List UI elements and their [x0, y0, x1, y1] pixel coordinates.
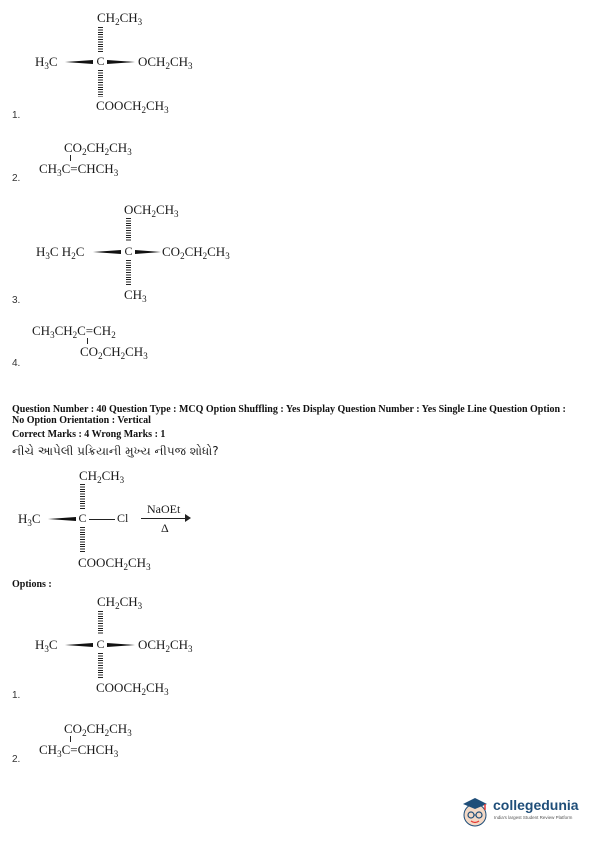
- substituent-right: $OCH_2CH_3$: [138, 637, 193, 654]
- condition-label: Δ: [161, 521, 169, 535]
- hashed-bond-up: [80, 484, 85, 509]
- student-mascot-icon: [460, 795, 490, 829]
- substituent-bottom: $COOCH_2CH_3$: [96, 98, 169, 115]
- option-number: 2.: [12, 754, 21, 765]
- substituent-left: $H_3C$: [35, 54, 58, 71]
- hashed-bond-up: [126, 218, 131, 242]
- substituent-left: $H_3C$ $H_2C$: [36, 244, 85, 261]
- question-text: નીચે આપેલી પ્રક્રિયાની મુખ્ય નીપજ શોધો?: [12, 444, 219, 458]
- substituent-bottom: $COOCH_2CH_3$: [78, 555, 151, 572]
- options-label: Options :: [12, 579, 52, 590]
- single-bond-right: [89, 519, 115, 520]
- option-number: 1.: [12, 690, 21, 701]
- brand-tagline: India's largest Student Review Platform: [494, 815, 573, 820]
- hashed-bond-up: [98, 611, 103, 635]
- formula-line-2: $CH_3C=CHCH_3$: [39, 742, 119, 759]
- wedge-bond-left: [65, 643, 93, 647]
- brand-name: collegedunia: [493, 797, 579, 813]
- arrow-head: [185, 514, 191, 522]
- hashed-bond-down: [98, 70, 103, 97]
- substituent-right: $OCH_2CH_3$: [138, 54, 193, 71]
- brand-logo[interactable]: [460, 793, 590, 833]
- formula-line-1: $CO_2CH_2CH_3$: [64, 140, 132, 157]
- wedge-bond-left: [65, 60, 93, 64]
- substituent-top: $CH_2CH_3$: [79, 468, 125, 485]
- central-carbon: C: [78, 511, 87, 525]
- hashed-bond-up: [98, 27, 103, 52]
- substituent-top: $OCH_2CH_3$: [124, 202, 179, 219]
- wedge-bond-left: [48, 517, 76, 521]
- substituent-bottom: $COOCH_2CH_3$: [96, 680, 169, 697]
- hashed-bond-down: [80, 527, 85, 553]
- hashed-bond-down: [126, 260, 131, 286]
- formula-line-2: $CH_3C=CHCH_3$: [39, 161, 119, 178]
- formula-line-1: $CO_2CH_2CH_3$: [64, 721, 132, 738]
- reaction-arrow: [141, 518, 189, 519]
- formula-line-1: $CH_3CH_2C=CH_2$: [32, 323, 116, 340]
- question-meta-line-1: Question Number : 40 Question Type : MCQ Option Shuffling : Yes Display Question Number : Yes Single Line Question Option :: [12, 404, 566, 415]
- option-number: 4.: [12, 358, 21, 369]
- option-number: 3.: [12, 295, 21, 306]
- option-number: 1.: [12, 110, 21, 121]
- substituent-top: $CH_2CH_3$: [97, 594, 143, 611]
- central-carbon: C: [96, 637, 105, 651]
- substituent-left: $H_3C$: [18, 511, 41, 528]
- option-number: 2.: [12, 173, 21, 184]
- central-carbon: C: [124, 244, 133, 258]
- substituent-top: $CH_2CH_3$: [97, 10, 143, 27]
- wedge-bond-left: [93, 250, 121, 254]
- substituent-chlorine: Cl: [117, 511, 129, 525]
- wedge-bond-right: [107, 643, 135, 647]
- formula-line-2: $CO_2CH_2CH_3$: [80, 344, 148, 361]
- central-carbon: C: [96, 54, 105, 68]
- reagent-label: NaOEt: [147, 502, 181, 516]
- substituent-right: $CO_2CH_2CH_3$: [162, 244, 230, 261]
- wedge-bond-right: [107, 60, 135, 64]
- hashed-bond-down: [98, 653, 103, 679]
- wedge-bond-right: [135, 250, 161, 254]
- substituent-bottom: $CH_3$: [124, 287, 147, 304]
- question-meta-line-2: No Option Orientation : Vertical: [12, 415, 151, 426]
- question-marks: Correct Marks : 4 Wrong Marks : 1: [12, 429, 166, 440]
- substituent-left: $H_3C$: [35, 637, 58, 654]
